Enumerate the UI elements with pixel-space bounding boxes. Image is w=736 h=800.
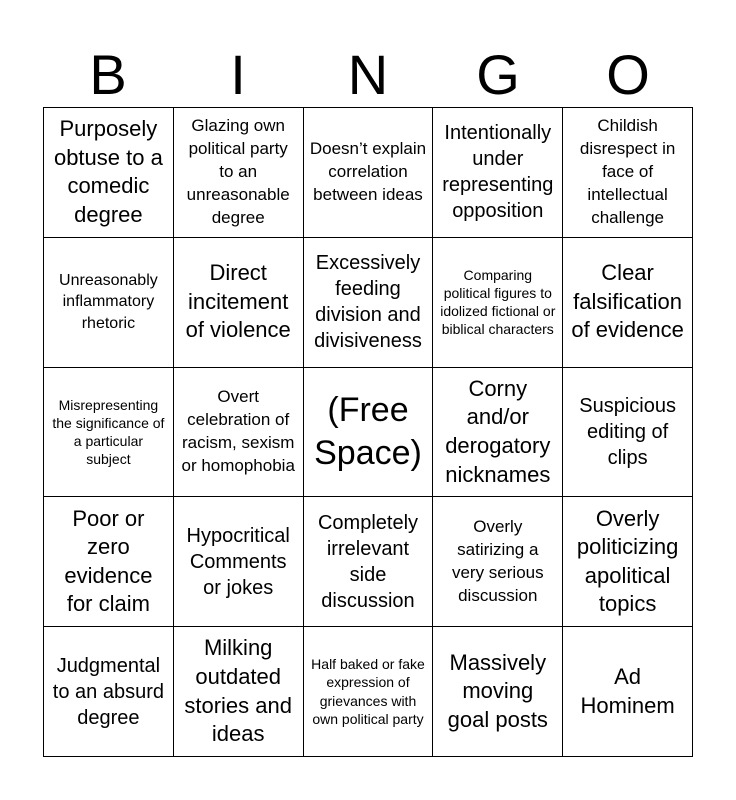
cell-text: Overly satirizing a very serious discussion [451, 516, 544, 605]
bingo-cell-r1c3[interactable] [304, 108, 434, 238]
bingo-cell-r3c4[interactable] [433, 368, 563, 498]
cell-text: Glazing own political party to an unreasonable degree [186, 116, 290, 227]
bingo-cell-r5c5[interactable] [563, 627, 693, 757]
cell-text: Childish disrespect in face of intellectual challenge [579, 116, 676, 227]
bingo-cell-r1c4[interactable] [433, 108, 563, 238]
cell-text: Massively moving goal posts [447, 649, 548, 732]
bingo-cell-r5c1[interactable] [44, 627, 174, 757]
bingo-cell-r2c5[interactable] [563, 238, 693, 368]
bingo-cell-r2c3[interactable] [304, 238, 434, 368]
bingo-cell-r3c2[interactable] [174, 368, 304, 498]
cell-text: Comparing political figures to idolized fictional or biblical characters [440, 266, 556, 338]
bingo-cell-r4c4[interactable] [433, 497, 563, 627]
title-letter-g: G [476, 43, 520, 106]
bingo-board [43, 107, 693, 757]
cell-text: Misrepresenting the significance of a particular subject [52, 396, 165, 468]
cell-text: Direct incitement of violence [185, 260, 291, 343]
cell-text: Judgmental to an absurd degree [52, 654, 164, 729]
cell-text: Excessively feeding division and divisiveness [314, 252, 422, 353]
cell-text: Ad Hominem [580, 664, 675, 718]
cell-text: Overt celebration of racism, sexism or homophobia [181, 387, 295, 475]
bingo-cell-r1c5[interactable] [563, 108, 693, 238]
bingo-cell-r4c3[interactable] [304, 497, 434, 627]
cell-text: Intentionally under representing opposition [442, 122, 554, 223]
cell-text: Corny and/or derogatory nicknames [445, 375, 551, 487]
free-space-cell[interactable] [304, 368, 434, 498]
bingo-cell-r3c5[interactable] [563, 368, 693, 498]
bingo-cell-r2c2[interactable] [174, 238, 304, 368]
bingo-title [43, 42, 693, 108]
bingo-cell-r2c1[interactable] [44, 238, 174, 368]
title-letter-i: I [230, 43, 246, 106]
bingo-cell-r2c4[interactable] [433, 238, 563, 368]
bingo-cell-r3c1[interactable] [44, 368, 174, 498]
cell-text: Purposely obtuse to a comedic degree [53, 116, 163, 227]
bingo-cell-r5c4[interactable] [433, 627, 563, 757]
cell-text: Overly politicizing apolitical topics [576, 505, 679, 617]
cell-text: Completely irrelevant side discussion [317, 511, 419, 612]
bingo-cell-r1c1[interactable] [44, 108, 174, 238]
bingo-cell-r4c1[interactable] [44, 497, 174, 627]
cell-text: Milking outdated stories and ideas [184, 635, 292, 747]
title-letter-b: B [89, 43, 127, 106]
bingo-cell-r5c2[interactable] [174, 627, 304, 757]
cell-text: Suspicious editing of clips [579, 394, 676, 469]
title-letter-n: N [347, 43, 389, 106]
cell-text: Hypocritical Comments or jokes [186, 524, 290, 599]
title-letter-o: O [606, 43, 650, 106]
cell-text: Unreasonably inflammatory rhetoric [59, 271, 158, 332]
cell-text: Half baked or fake expression of grievances with own political party [311, 656, 425, 727]
cell-text: Clear falsification of evidence [571, 260, 684, 343]
cell-text: Doesn’t explain correlation between ideas [309, 138, 427, 204]
cell-text: Poor or zero evidence for claim [64, 505, 153, 617]
bingo-cell-r1c2[interactable] [174, 108, 304, 238]
bingo-cell-r4c5[interactable] [563, 497, 693, 627]
bingo-cell-r4c2[interactable] [174, 497, 304, 627]
bingo-cell-r5c3[interactable] [304, 627, 434, 757]
free-space-text: (Free Space) [314, 391, 422, 472]
